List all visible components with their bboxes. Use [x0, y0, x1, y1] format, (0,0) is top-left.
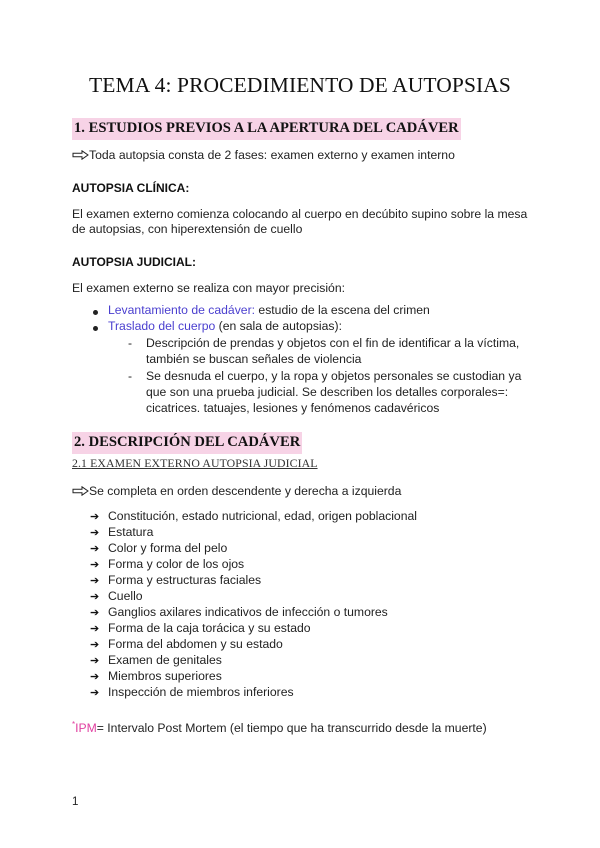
ipm-definition: = Intervalo Post Mortem (el tiempo que ha transcurrido desde la muerte) [96, 721, 487, 735]
arrow-icon: ➔ [90, 511, 100, 523]
section2-intro-text: Se completa en orden descendente y derecha a izquierda [89, 484, 402, 498]
list-item: Forma y color de los ojos [108, 557, 245, 571]
dash-marker: - [128, 369, 133, 383]
note-asterisk: * [72, 720, 76, 729]
dash2-line3: cicatrices. tatuajes, lesiones y fenómenos cadavéricos [146, 401, 440, 415]
bullet-dot [93, 326, 98, 331]
section2-intro [72, 484, 401, 498]
section2-heading: 2. DESCRIPCIÓN DEL CADÁVER [72, 432, 302, 454]
arrow-icon: ➔ [90, 623, 100, 635]
traslado-link[interactable]: Traslado del cuerpo [108, 319, 216, 333]
dash-marker: - [128, 336, 133, 350]
list-item: Ganglios axilares indicativos de infección o tumores [108, 605, 388, 619]
arrow-icon: ➔ [90, 559, 100, 571]
arrow-icon: ➔ [90, 655, 100, 667]
dash2-line1: Se desnuda el cuerpo, y la ropa y objetos personales se custodian ya [146, 369, 522, 383]
arrow-icon: ➔ [90, 543, 100, 555]
clinica-heading: AUTOPSIA CLÍNICA: [72, 181, 190, 195]
judicial-heading: AUTOPSIA JUDICIAL: [72, 255, 197, 269]
list-item: Estatura [108, 525, 154, 539]
bullet-dot [93, 310, 98, 315]
section1-heading: 1. ESTUDIOS PREVIOS A LA APERTURA DEL CADÁVER [72, 118, 461, 140]
arrow-icon: ➔ [90, 639, 100, 651]
clinica-text-line2: de autopsias, con hiperextensión de cuello [72, 222, 303, 236]
list-item: Forma y estructuras faciales [108, 573, 262, 587]
page-title: TEMA 4: PROCEDIMIENTO DE AUTOPSIAS [89, 73, 511, 97]
list-item: Color y forma del pelo [108, 541, 228, 555]
list-item: Forma de la caja torácica y su estado [108, 621, 311, 635]
dash1-line1: Descripción de prendas y objetos con el fin de identificar a la víctima, [146, 336, 520, 350]
page-number: 1 [72, 796, 79, 808]
list-item: Cuello [108, 589, 143, 603]
section1-intro-text: Toda autopsia consta de 2 fases: examen externo y examen interno [89, 148, 455, 162]
section2-subheading: 2.1 EXAMEN EXTERNO AUTOPSIA JUDICIAL [72, 456, 318, 470]
arrow-icon: ➔ [90, 607, 100, 619]
list-item: Examen de genitales [108, 653, 222, 667]
arrow-icon: ➔ [90, 671, 100, 683]
traslado-text: (en sala de autopsias): [215, 319, 342, 333]
arrow-icon: ➔ [90, 575, 100, 587]
list-item: Forma del abdomen y su estado [108, 637, 283, 651]
list-item: Constitución, estado nutricional, edad, origen poblacional [108, 509, 417, 523]
right-arrow-icon [72, 486, 89, 496]
arrow-icon: ➔ [90, 527, 100, 539]
ipm-abbreviation: IPM [75, 721, 97, 735]
judicial-intro: El examen externo se realiza con mayor precisión: [72, 281, 345, 295]
dash1-line2: también se buscan señales de violencia [146, 352, 362, 366]
bullet-levantamiento [108, 303, 430, 317]
right-arrow-icon [72, 150, 89, 160]
bullet-traslado [108, 319, 342, 333]
list-item: Miembros superiores [108, 669, 222, 683]
section1-intro [72, 148, 455, 162]
levantamiento-link[interactable]: Levantamiento de cadáver: [108, 303, 256, 317]
arrow-icon: ➔ [90, 591, 100, 603]
list-item: Inspección de miembros inferiores [108, 685, 294, 699]
clinica-text-line1: El examen externo comienza colocando al cuerpo en decúbito supino sobre la mesa [72, 207, 528, 221]
arrow-icon: ➔ [90, 687, 100, 699]
levantamiento-text: estudio de la escena del crimen [255, 303, 430, 317]
ipm-note [72, 720, 487, 735]
dash2-line2: que son una prueba judicial. Se describen los detalles corporales=: [146, 385, 509, 399]
